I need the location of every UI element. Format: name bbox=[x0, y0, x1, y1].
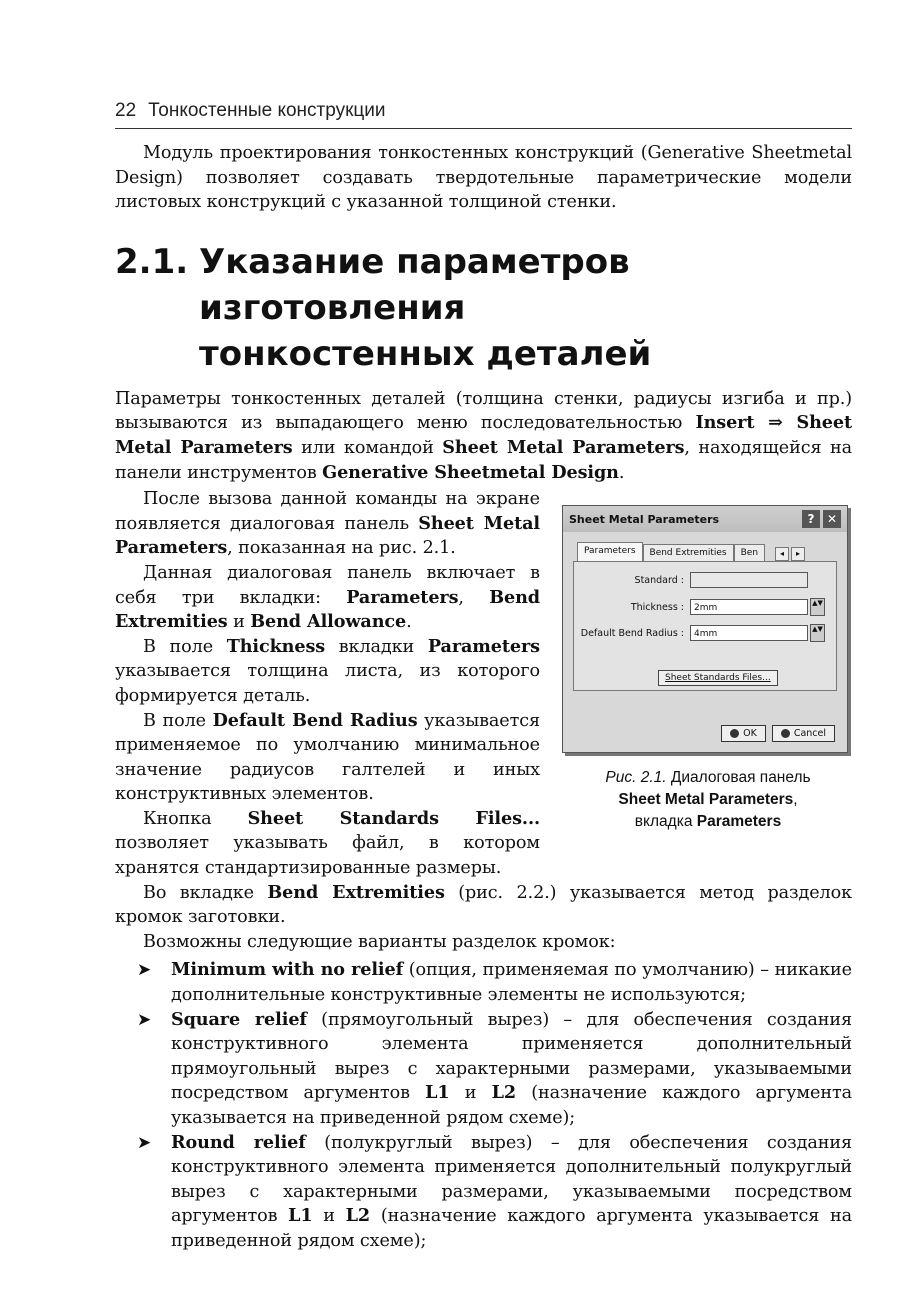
thickness-label: Thickness : bbox=[630, 601, 684, 613]
section-number: 2.1. bbox=[115, 241, 189, 282]
paragraph-bend-radius: В поле Default Bend Radius указывается применяемое по умолчанию минимальное значение радиусов галтелей и иных конструктивных элементов. bbox=[115, 709, 540, 805]
tab-scroll bbox=[775, 547, 805, 561]
relief-options-list bbox=[115, 958, 852, 1253]
tab-next-icon[interactable]: ▸ bbox=[791, 547, 805, 561]
close-icon[interactable]: ✕ bbox=[823, 510, 841, 528]
paragraph-standards-files: Кнопка Sheet Standards Files... позволяет указывать файл, в котором хранятся стандартизированные размеры. bbox=[115, 807, 540, 879]
parameters-panel bbox=[573, 561, 837, 691]
ok-button[interactable] bbox=[721, 725, 766, 742]
bullet-arrow-icon: ➤ bbox=[137, 960, 152, 981]
tab-prev-icon[interactable]: ◂ bbox=[775, 547, 789, 561]
running-title: Тонкостенные конструкции bbox=[148, 100, 386, 121]
text-with-figure bbox=[115, 487, 852, 881]
dialog-tabs bbox=[577, 542, 847, 561]
sheet-standards-files-button[interactable]: Sheet Standards Files... bbox=[658, 670, 778, 686]
side-text bbox=[115, 487, 540, 881]
paragraph-thickness: В поле Thickness вкладки Parameters указывается толщина листа, из которого формируется деталь. bbox=[115, 635, 540, 706]
cancel-icon bbox=[781, 729, 790, 738]
standard-label: Standard : bbox=[634, 574, 684, 586]
section-title: Указание параметров изготовления тонкостенных деталей bbox=[199, 241, 652, 374]
radius-spinner-icon[interactable]: ▲▼ bbox=[810, 624, 825, 642]
list-item: ➤ Minimum with no relief (опция, применяемая по умолчанию) – никакие дополнительные конструктивные элементы не используются; bbox=[137, 959, 852, 1006]
page-header bbox=[115, 100, 852, 129]
dialog-title: Sheet Metal Parameters bbox=[569, 512, 720, 526]
figure-label: Рис. 2.1. bbox=[605, 769, 667, 787]
dialog-footer bbox=[721, 725, 835, 742]
radius-label: Default Bend Radius : bbox=[580, 627, 684, 639]
titlebar-buttons bbox=[802, 510, 841, 528]
figure-2-1 bbox=[562, 505, 854, 881]
tab-parameters[interactable]: Parameters bbox=[577, 542, 643, 561]
cancel-button[interactable] bbox=[772, 725, 835, 742]
bullet-arrow-icon: ➤ bbox=[137, 1132, 152, 1153]
tab-bend-extremities[interactable]: Bend Extremities bbox=[643, 544, 734, 561]
figure-caption: Рис. 2.1. Диалоговая панель Sheet Metal Parameters, вкладка Parameters bbox=[605, 769, 811, 831]
radius-row bbox=[574, 624, 825, 642]
thickness-spinner-icon[interactable]: ▲▼ bbox=[810, 598, 825, 616]
paragraph-tabs: Данная диалоговая панель включает в себя три вкладки: Parameters, Bend Extremities и Bend Allowance. bbox=[115, 562, 540, 633]
list-item: ➤ Round relief (полукруглый вырез) – для обеспечения создания конструктивного элемента применяется дополнительный полукруглый вырез с характерными размерами, указываемыми посредством аргументов L1 и L2 (назначение каждого аргумента указывается на приведенной рядом схеме); bbox=[137, 1131, 852, 1251]
page-number: 22 bbox=[115, 100, 137, 121]
dialog-titlebar bbox=[563, 506, 847, 532]
paragraph-dialog-call: После вызова данной команды на экране появляется диалоговая панель Sheet Metal Parameters, показанная на рис. 2.1. bbox=[115, 489, 540, 559]
cancel-label: Cancel bbox=[793, 728, 826, 740]
thickness-row bbox=[574, 598, 825, 616]
list-item: ➤ Square relief (прямоугольный вырез) – для обеспечения создания конструктивного элемента применяется дополнительный прямоугольный вырез с характерными размерами, указываемыми посредством аргументов L1 и L2 (назначение каждого аргумента указывается на приведенной рядом схеме); bbox=[137, 1008, 852, 1128]
ok-label: OK bbox=[743, 728, 757, 740]
standard-row bbox=[574, 572, 808, 588]
paragraph-parameters-intro: Параметры тонкостенных деталей (толщина стенки, радиусы изгиба и пр.) вызываются из выпадающего меню последовательностью Insert ⇒ Sheet Metal Parameters или командой Sheet Metal Parameters, находящейся на панели инструментов Generative Sheetmetal Design. bbox=[115, 388, 852, 483]
intro-paragraph: Модуль проектирования тонкостенных конструкций (Generative Sheetmetal Design) позволяет создавать твердотельные параметрические модели листовых конструкций с указанной толщиной стенки. bbox=[115, 143, 852, 213]
tab-bend-allowance[interactable]: Ben bbox=[734, 544, 765, 561]
help-icon[interactable]: ? bbox=[802, 510, 820, 528]
ok-icon bbox=[730, 729, 739, 738]
standard-field[interactable] bbox=[690, 572, 808, 588]
paragraph-bend-extremities: Во вкладке Bend Extremities (рис. 2.2.) указывается метод разделок кромок заготовки. bbox=[115, 881, 853, 928]
section-heading bbox=[115, 239, 852, 377]
page bbox=[115, 100, 852, 1254]
paragraph-options-intro: Возможны следующие варианты разделок кромок: bbox=[143, 931, 616, 952]
sheet-metal-dialog bbox=[562, 505, 848, 753]
thickness-field[interactable]: 2mm bbox=[690, 599, 808, 615]
bullet-arrow-icon: ➤ bbox=[137, 1009, 152, 1030]
radius-field[interactable]: 4mm bbox=[690, 625, 808, 641]
